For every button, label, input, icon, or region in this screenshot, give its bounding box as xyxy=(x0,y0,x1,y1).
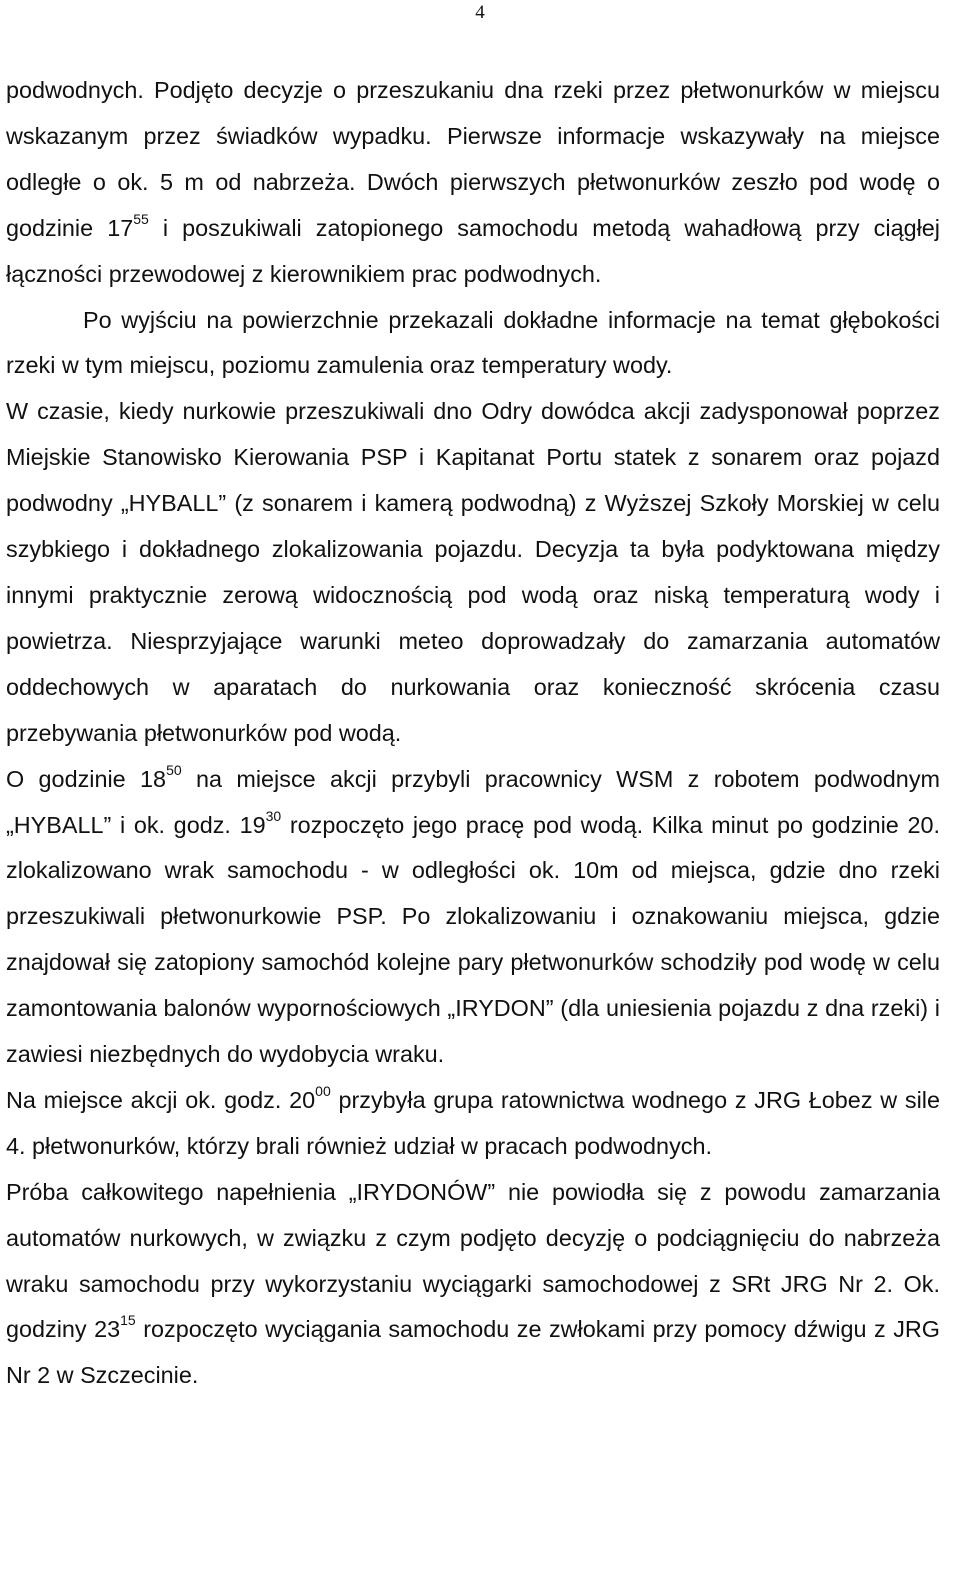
page-number: 4 xyxy=(475,2,485,23)
superscript-minutes: 55 xyxy=(133,210,149,227)
paragraph-4 xyxy=(6,757,940,1078)
paragraph-1 xyxy=(6,68,940,298)
paragraph-5-text-after: przybyła grupa ratownictwa wodnego z JRG Łobez w sile 4. płetwonurków, którzy brali również udział w pracach podwodnych. xyxy=(6,1086,940,1159)
paragraph-4-text-after: rozpoczęto jego pracę pod wodą. Kilka minut po godzinie 20. zlokalizowano wrak samochodu - w odległości ok. 10m od miejsca, gdzie dno rzeki przeszukiwali płetwonurkowie PSP. Po zlokalizowaniu i oznakowaniu miejsca, gdzie znajdował się zatopiony samochód kolejne pary płetwonurków schodziły pod wodę w celu zamontowania balonów wypornościowych „IRYDON” (dla uniesienia pojazdu z dna rzeki) i zawiesi niezbędnych do wydobycia wraku. xyxy=(6,811,940,1068)
paragraph-6-text: Próba całkowitego napełnienia „IRYDONÓW” nie powiodła się z powodu zamarzania automatów nurkowych, w związku z czym podjęto decyzję o podciągnięciu do nabrzeża wraku samochodu przy wykorzystaniu wyciągarki samochodowej z SRt JRG Nr 2. Ok. godziny 23 xyxy=(6,1178,940,1343)
superscript-minutes: 30 xyxy=(265,807,282,824)
document-body xyxy=(6,68,940,1399)
paragraph-2: Po wyjściu na powierzchnie przekazali dokładne informacje na temat głębokości rzeki w tym miejscu, poziomu zamulenia oraz temperatury wody. xyxy=(6,306,940,379)
paragraph-3: W czasie, kiedy nurkowie przeszukiwali dno Odry dowódca akcji zadysponował poprzez Miejskie Stanowisko Kierowania PSP i Kapitanat Portu statek z sonarem oraz pojazd podwodny „HYBALL” (z sonarem i kamerą podwodną) z Wyższej Szkoły Morskiej w celu szybkiego i dokładnego zlokalizowania pojazdu. Decyzja ta była podyktowana między innymi praktycznie zerową widocznością pod wodą oraz niską temperaturą wody i powietrza. Niesprzyjające warunki meteo doprowadzały do zamarzania automatów oddechowych w aparatach do nurkowania oraz konieczność skrócenia czasu przebywania płetwonurków pod wodą. xyxy=(6,398,940,746)
paragraph-4-text: O godzinie 18 xyxy=(6,765,167,792)
paragraph-1-text-after: i poszukiwali zatopionego samochodu metodą wahadłową przy ciągłej łączności przewodowej z kierownikiem prac podwodnych. xyxy=(6,214,940,287)
paragraph-5-text: Na miejsce akcji ok. godz. 20 xyxy=(6,1086,316,1113)
superscript-minutes: 50 xyxy=(166,761,182,778)
superscript-minutes: 00 xyxy=(315,1082,331,1099)
paragraph-6 xyxy=(6,1170,940,1400)
paragraph-5 xyxy=(6,1078,940,1170)
paragraph-6-text-after: rozpoczęto wyciągania samochodu ze zwłokami przy pomocy dźwigu z JRG Nr 2 w Szczecinie. xyxy=(6,1316,941,1389)
paragraph-4-text-mid: na miejsce akcji przybyli pracownicy WSM z robotem podwodnym „HYBALL” i ok. godz. 19 xyxy=(6,765,940,838)
paragraph-1-text: podwodnych. Podjęto decyzje o przeszukaniu dna rzeki przez płetwonurków w miejscu wskazanym przez świadków wypadku. Pierwsze informacje wskazywały na miejsce odległe o ok. 5 m od nabrzeża. Dwóch pierwszych płetwonurków zeszło pod wodę o godzinie 17 xyxy=(6,77,940,241)
superscript-minutes: 15 xyxy=(120,1312,136,1329)
